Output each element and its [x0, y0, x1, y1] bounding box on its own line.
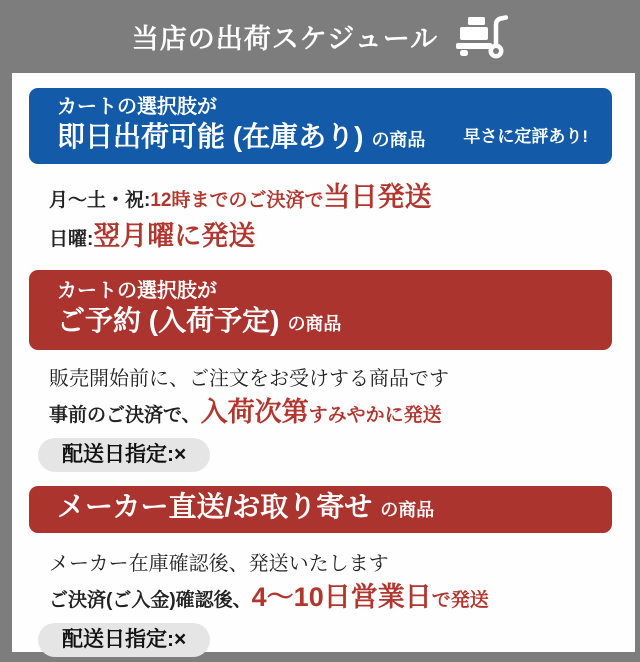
banner-product-suffix: の商品: [287, 313, 342, 334]
payment-deadline-text: 12時までのご決済で: [150, 190, 324, 211]
preorder-banner: [29, 270, 612, 350]
delivery-date-badge: 配送日指定:×: [38, 623, 210, 657]
maker-direct-rules: [49, 548, 612, 619]
on-arrival-text: 入荷次第: [200, 397, 309, 427]
banner-product-suffix: の商品: [371, 129, 426, 150]
instock-rules: [49, 180, 612, 258]
banner-subtitle: カートの選択肢が: [57, 95, 217, 118]
preorder-rules: [49, 363, 612, 434]
banner-highlight: 即日出荷可能 (在庫あり): [57, 120, 364, 152]
weekday-label: 月〜土・祝:: [49, 190, 151, 211]
page-title: 当店の出荷スケジュール: [131, 24, 439, 54]
weekday-shipping-rule: [49, 180, 612, 219]
speed-reputation-note: 早さに定評あり!: [463, 126, 588, 146]
header: [0, 0, 640, 73]
prompt-shipping-text: すみやかに発送: [308, 405, 442, 426]
maker-direct-shipping-rule: [49, 580, 612, 619]
shipping-suffix-text: で発送: [431, 590, 489, 611]
prepayment-label: 事前のご決済で、: [49, 405, 201, 426]
banner-title: [57, 304, 341, 341]
hand-truck-icon: [454, 14, 508, 60]
banner-highlight: ご予約 (入荷予定): [57, 304, 280, 336]
preorder-description: 販売開始前に、ご注文をお受けする商品です: [49, 368, 449, 390]
business-days-text: 4〜10日営業日: [251, 582, 432, 612]
maker-direct-banner: [29, 486, 612, 533]
preorder-banner-text: [57, 278, 341, 341]
delivery-date-badge: 配送日指定:×: [38, 438, 210, 472]
banner-product-suffix: の商品: [380, 500, 435, 520]
preorder-shipping-rule: [49, 395, 612, 434]
maker-direct-description: メーカー在庫確認後、発送いたします: [49, 553, 389, 575]
next-monday-shipping-text: 翌月曜に発送: [93, 221, 256, 251]
banner-subtitle: カートの選択肢が: [57, 279, 217, 302]
sunday-shipping-rule: [49, 219, 612, 258]
banner-title: [57, 120, 425, 157]
banner-highlight: メーカー直送/お取り寄せ: [57, 491, 373, 522]
instock-banner-text: [57, 94, 425, 157]
same-day-shipping-text: 当日発送: [323, 182, 432, 212]
instock-banner: [29, 88, 612, 164]
sunday-label: 日曜:: [49, 229, 94, 250]
banner-title: [57, 490, 434, 527]
payment-confirmation-label: ご決済(ご入金)確認後、: [49, 590, 252, 611]
content-panel: [12, 73, 635, 652]
